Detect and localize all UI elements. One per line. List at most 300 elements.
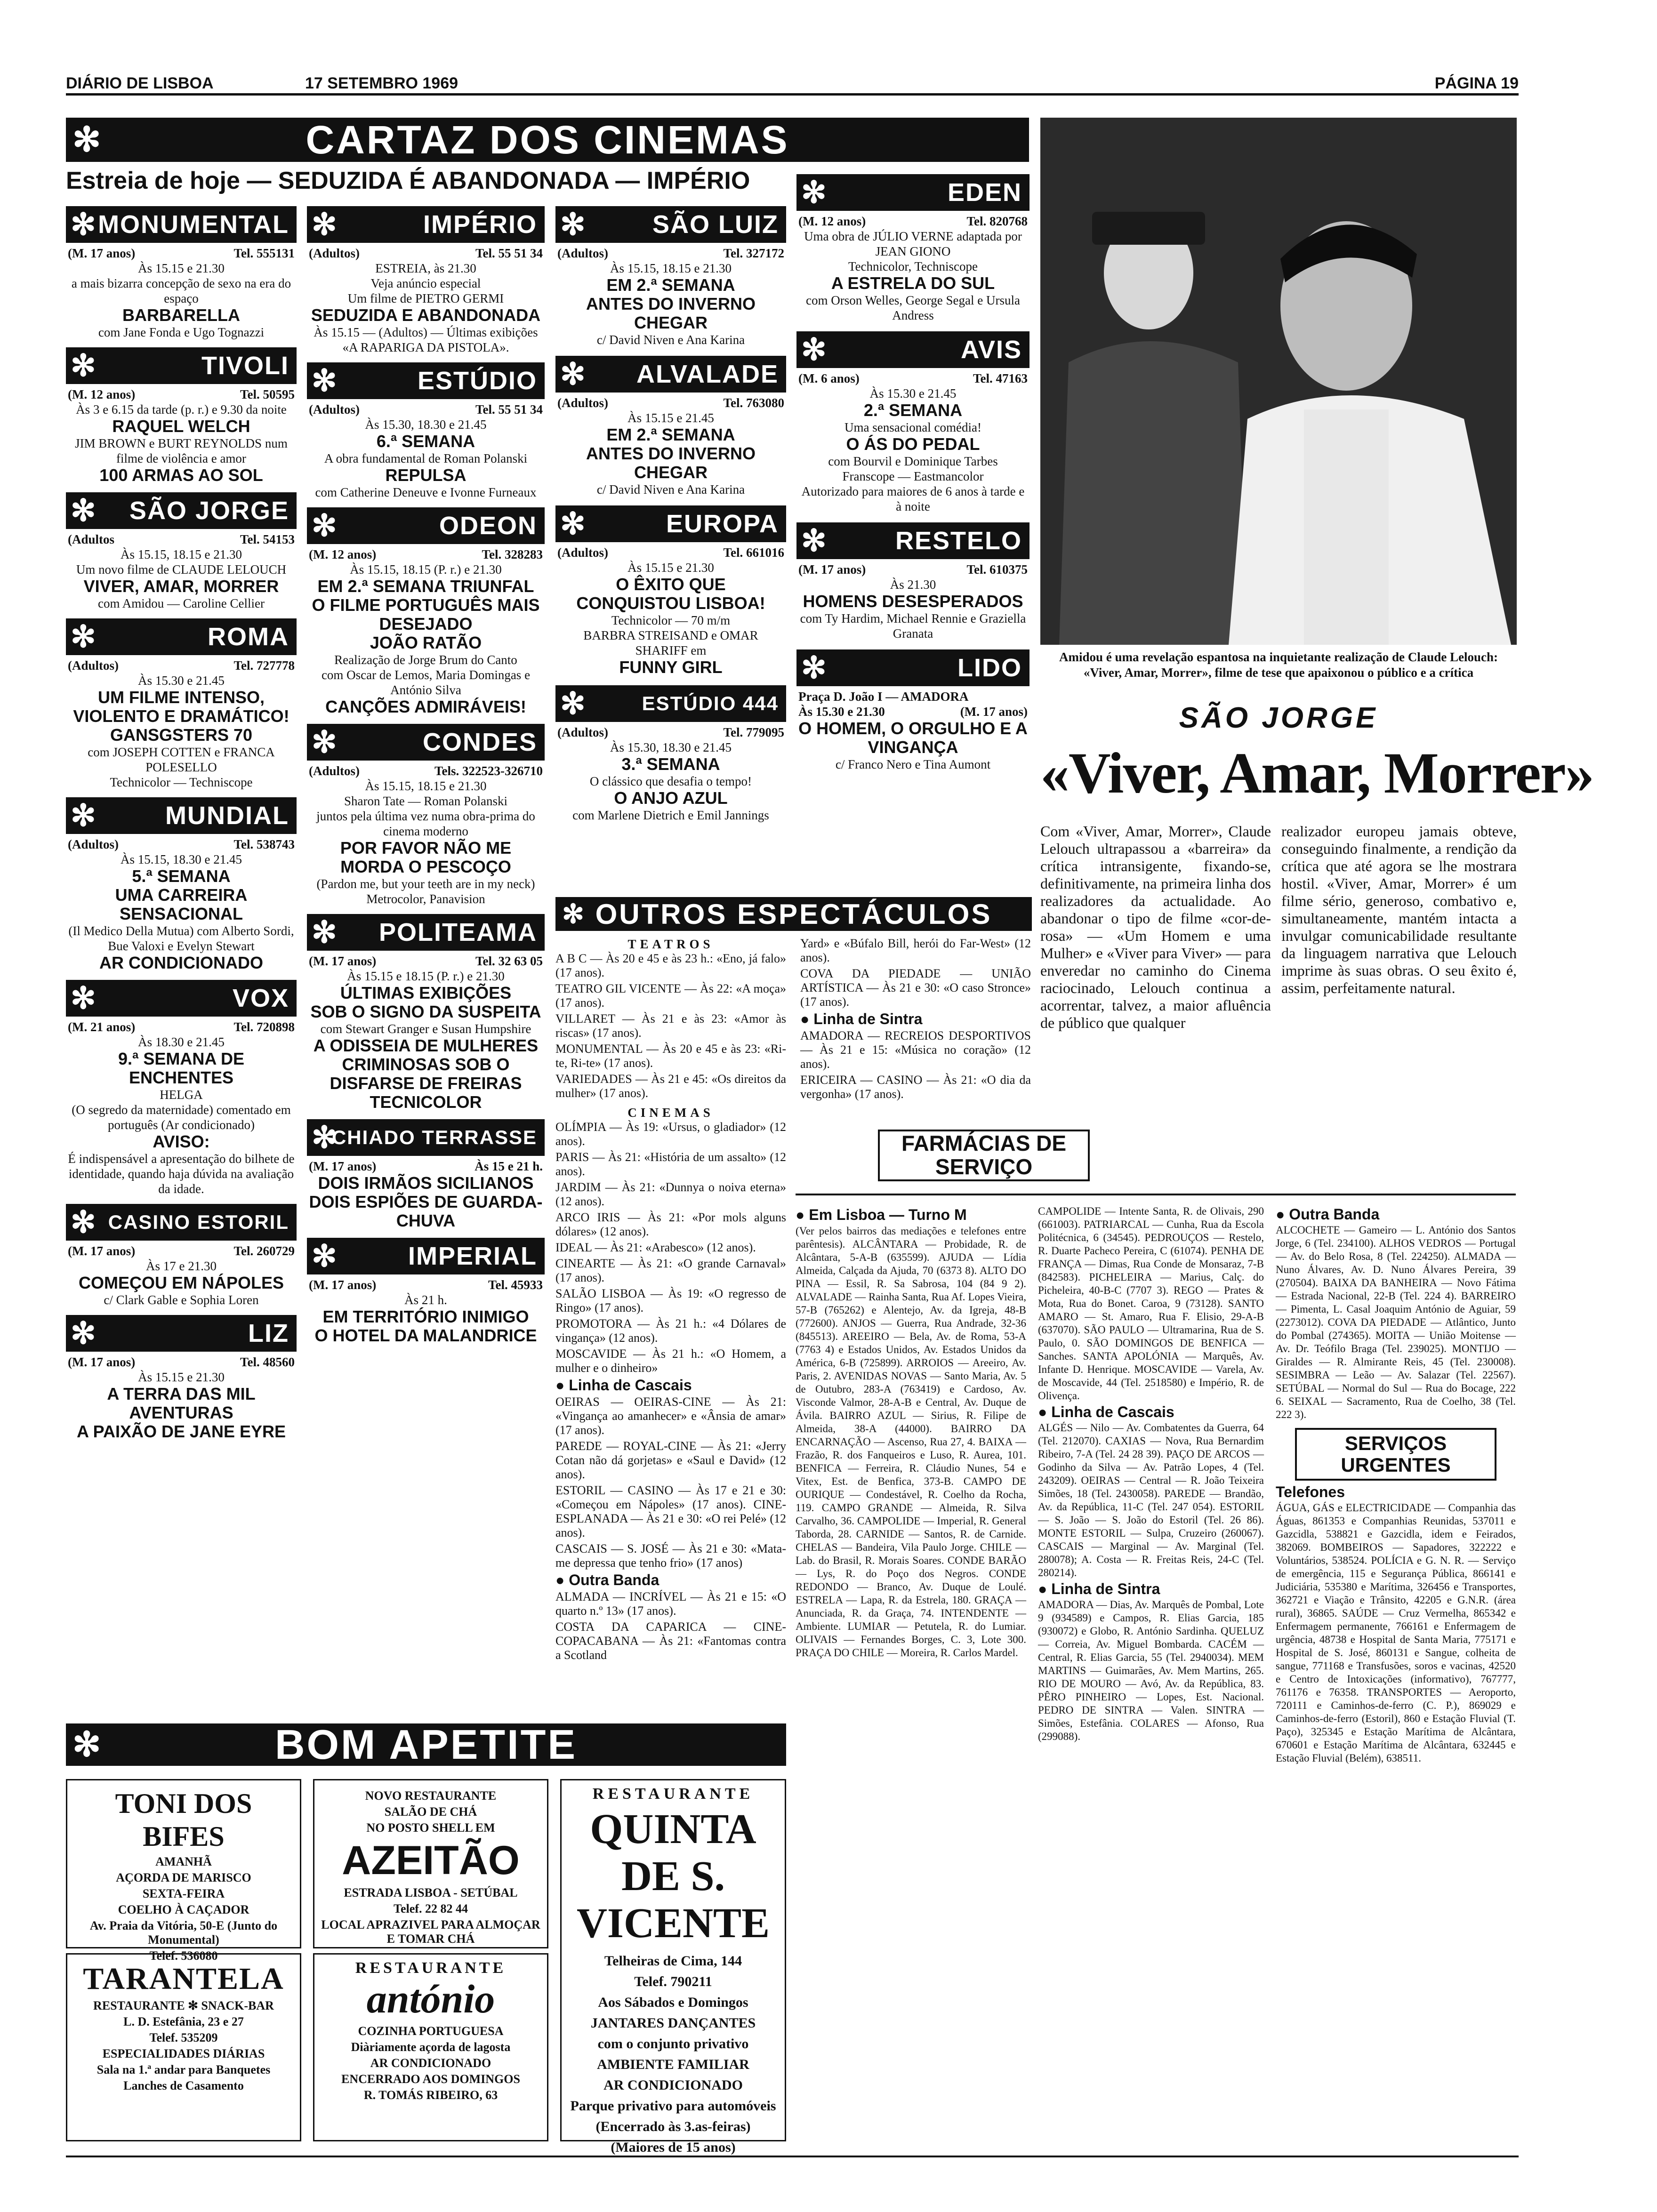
cinema-name-bar — [66, 1204, 297, 1241]
cinema-info: (M. 12 anos) — [798, 214, 866, 228]
cinema-info: (Adultos) — [557, 396, 609, 410]
cinema-line: TECNICOLOR — [370, 1092, 482, 1112]
cinema-details — [555, 722, 786, 825]
cinema-listing-roma — [66, 618, 297, 793]
cinema-line: O ANJO AZUL — [614, 788, 728, 808]
star-icon: ✻ — [72, 121, 103, 159]
cinema-info: Tel. 661016 — [723, 545, 784, 560]
banda-item: COSTA DA CAPARICA — CINE-COPACABANA — Às 21: «Fantomas contra a Scotland — [555, 1620, 786, 1662]
cinema-line: (O segredo da maternidade) comentado em português (Ar condicionado) — [72, 1103, 291, 1132]
cinema-name: LIDO — [957, 654, 1022, 682]
cinema-line: a mais bizarra concepção de sexo na era do espaço — [71, 276, 291, 305]
cinema-line: com Amidou — Caroline Cellier — [98, 596, 265, 610]
cinema-info: Tel. 328283 — [482, 547, 543, 561]
outros-item: COVA DA PIEDADE — UNIÃO ARTÍSTICA — Às 21 e 30: «O caso Stronce» (17 anos). — [800, 967, 1031, 1009]
cinema-name-bar — [66, 618, 297, 655]
ad-antonio-name: antónio — [366, 1976, 495, 2021]
cinema-item: PROMOTORA — Às 21 h.: «4 Dólares de vingança» (12 anos). — [555, 1317, 786, 1345]
cinema-info: Tel. 779095 — [723, 725, 784, 739]
lisboa-list: (Ver pelos bairros das mediações e telefones entre parêntesis). ALCÂNTARA — Probidade, R. de Alcântara, 5-A-B (635599). AJUDA — Lídia Almeida, Calçada da Ajuda, 70 (6373 8). ALTO DO PINA — Essil, R. Sa Sabrosa, 104 (84 9 2). ALVALADE — Rainha Santa, Rua Af. Lopes Vieira, 57-B (765262) e Alentejo, Av. da Igreja, 48-B (772600). ANJOS — Guerra, Rua Andrade, 32-36 (845513). AREEIRO — Bela, Av. de Roma, 53-A (7763 4) e Estados Unidos, Av. Estados Unidos da América, 6-B (725899). ARROIOS — Areeiro, Av. Paris, 2. AVENIDAS NOVAS — Santo Maria, Av. 5 de Outubro, 283-A (763419) e Cardoso, Av. Visconde Valmor, 28-A-B e Central, Av. Duque de Ávila. BAIRRO AZUL — Sirius, R. Filipe de Almeida, 38-A (44000). BAIRRO DA ENCARNAÇÃO — Ascenso, Rua 27, 4. BAIXA — Frazão, R. dos Fanqueiros e Luso, R. Aurea, 101. BENFICA — Ferreira, R. Cláudio Nunes, 54 e Vitex, Est. de Benfica, 373-B. CAMPO DE OURIQUE — Condestável, R. Coelho da Rocha, 119. CAMPO GRANDE — Almeida, R. Silva Carvalho, 36. CAMPOLIDE — Imperial, R. General Taborda, 28. CARNIDE — Santos, R. de Carnide. CHELAS — Bandeira, Vila Paulo Jorge. CHILE — Lab. do Brasil, R. Morais Soares. CONDE BARÃO — Lys, R. do Poço dos Negros. CONDE REDONDO — Branco, Av. Duque de Loulé. ESTRELA — Lapa, R. da Estrela, 180. GRAÇA — Anunciada, R. da Graça, 74. INTENDENTE — Ambiente. LUMIAR — Petutela, R. do Lumiar. OLIVAIS — Fernandes Borges, C. 3, Lote 300. PRAÇA DO CHILE — Moreira, R. Carlos Mardel. — [796, 1225, 1026, 1659]
rating-phone-row — [798, 704, 1028, 719]
rating-phone-row — [309, 1159, 543, 1174]
ad-line: Aos Sábados e Domingos — [598, 1995, 748, 2010]
cinema-line: JIM BROWN e BURT REYNOLDS num filme de violência e amor — [75, 436, 288, 465]
cinema-line: 2.ª SEMANA — [863, 401, 963, 420]
cinema-item: OLÍMPIA — Às 19: «Ursus, o gladiador» (12 anos). — [555, 1120, 786, 1148]
rating-phone-row — [309, 1277, 543, 1292]
cinema-line: BARBARELLA — [122, 305, 240, 325]
cinema-listing-vox — [66, 980, 297, 1199]
ad-tarantela-lines — [74, 1999, 293, 2093]
f-sintra-heading: ● Linha de Sintra — [1038, 1580, 1160, 1597]
outros-title: OUTROS ESPECTÁCULOS — [595, 898, 992, 930]
cinema-info: Tel. 727778 — [233, 658, 295, 673]
cinema-info: (Adultos) — [68, 837, 119, 851]
cinema-info: Tel. 55 51 34 — [475, 246, 543, 260]
cinema-info: (M. 17 anos) — [309, 1278, 377, 1292]
cinema-column-3 — [555, 206, 786, 831]
cinema-listing-estudio — [307, 362, 545, 503]
cinema-line: Às 15.30, 18.30 e 21.45 — [610, 740, 732, 754]
f-cascais-list: ALGÉS — Nilo — Av. Combatentes da Guerra, 64 (Tel. 212070). CAXIAS — Nova, Rua Bernardim Ribeiro, 7-A (Tel. 24 28 39). PAÇO DE ARCOS — Godinho da Silva — Av. Patrão Lopes, 4 (Tel. 243209). OEIRAS — Central — R. João Teixeira Simões, 18 (Tel. 2430058). PAREDE — Brandão, Av. da República, 11-C (Tel. 247 054). ESTORIL — S. João — S. João do Estoril (Tel. 26 86). MONTE ESTORIL — Sulpa, Cruzeiro (260067). CASCAIS — Marginal — Av. Marginal (Tel. 280078); A. Costa — R. Freitas Reis, 24-C (Tel. 280214). — [1038, 1422, 1264, 1579]
cinema-listing-chiado-terrasse — [307, 1119, 545, 1233]
cinema-line: EM 2.ª SEMANA — [606, 425, 735, 444]
cinema-details — [307, 399, 545, 503]
cinema-info: (M. 12 anos) — [68, 387, 136, 401]
cinema-details — [307, 243, 545, 358]
cinema-details — [307, 951, 545, 1114]
star-icon: ✻ — [312, 508, 338, 543]
ad-azeitao-bottom — [321, 1886, 540, 1946]
cinema-details — [66, 1017, 297, 1199]
cinema-info: Tel. 45933 — [488, 1278, 543, 1292]
ad-line: ENCERRADO AOS DOMINGOS — [341, 2072, 520, 2086]
cinema-info: (Adultos) — [68, 658, 119, 673]
cinema-info: (M. 17 anos) — [798, 562, 866, 577]
ad-line: com o conjunto privativo — [597, 2036, 749, 2052]
paper-name: DIÁRIO DE LISBOA — [66, 74, 214, 92]
cinema-details — [555, 393, 786, 500]
rating-phone-row — [557, 545, 784, 560]
cinema-info: Tel. 763080 — [723, 396, 784, 410]
star-icon: ✻ — [72, 1726, 103, 1763]
cinema-line: 9.ª SEMANA DE ENCHENTES — [118, 1049, 245, 1087]
header-rule — [66, 93, 1519, 96]
feature-kicker: SÃO JORGE — [1179, 702, 1378, 734]
men-photo-illustration — [1040, 118, 1517, 645]
cinema-line: Às 15.30 e 21.45 — [869, 386, 957, 401]
cinema-name: ROMA — [208, 623, 289, 651]
cinema-line: Às 15.15, 18.15 e 21.30 — [610, 261, 732, 275]
outros-left-col — [555, 937, 786, 1664]
teatros-heading: TEATROS — [627, 937, 714, 951]
cinema-name-bar — [66, 347, 297, 384]
rating-phone-row — [309, 402, 543, 417]
cinema-name: MUNDIAL — [165, 801, 289, 830]
ad-line: Telef. 790211 — [634, 1974, 712, 1989]
cinema-listing-avis — [796, 331, 1030, 517]
ad-line: Av. Praia da Vitória, 50-E (Junto do Monumental) — [89, 1919, 278, 1947]
f-cascais-heading: ● Linha de Cascais — [1038, 1403, 1174, 1420]
cinema-line: VIVER, AMAR, MORRER — [83, 577, 279, 596]
cinema-name-bar — [307, 724, 545, 761]
rating-phone-row — [798, 214, 1028, 229]
cinema-line: RAQUEL WELCH — [112, 417, 250, 436]
rating-phone-row — [68, 532, 295, 547]
star-icon: ✻ — [560, 357, 587, 391]
star-icon: ✻ — [562, 899, 586, 929]
cinema-info: (Adultos) — [557, 545, 609, 560]
outros-item: Yard» e «Búfalo Bill, herói do Far-West» (12 anos). — [800, 937, 1031, 964]
cinema-info: (M. 17 anos) — [309, 1159, 377, 1173]
cinema-line: Franscope — Eastmancolor — [842, 469, 984, 483]
cinema-name: ESTÚDIO 444 — [642, 692, 779, 714]
ad-line: AMBIENTE FAMILIAR — [597, 2057, 749, 2072]
cinema-line: REPULSA — [385, 465, 467, 485]
cinema-info: Tel. 327172 — [723, 246, 784, 260]
star-icon: ✻ — [801, 332, 828, 367]
cinema-line: Às 15.15 e 21.30 — [138, 261, 225, 275]
cinema-info: (Adultos) — [557, 246, 609, 260]
cinema-listing-imperial — [307, 1238, 545, 1348]
cinema-listing-restelo — [796, 522, 1030, 644]
feature-title: «Viver, Amar, Morrer» — [1040, 741, 1593, 805]
cartaz-title: CARTAZ DOS CINEMAS — [306, 117, 789, 162]
star-icon: ✻ — [312, 1239, 338, 1273]
cinema-line: SOB O SIGNO DA SUSPEITA — [310, 1002, 541, 1021]
cinema-name: CASINO ESTORIL — [108, 1211, 289, 1233]
cinema-name: POLITEAMA — [379, 918, 537, 946]
ad-line: L. D. Estefânia, 23 e 27 — [123, 2015, 244, 2028]
cinema-column-1 — [66, 206, 297, 1449]
cinema-line: Às 15.15, 18.30 e 21.45 — [121, 852, 242, 866]
cinema-details — [66, 1352, 297, 1444]
cinema-name: ODEON — [439, 512, 537, 540]
cinema-info: Tel. 720898 — [233, 1020, 295, 1034]
star-icon: ✻ — [71, 619, 97, 654]
cinema-name: MONUMENTAL — [98, 210, 289, 239]
cinema-line: O ÊXITO QUE CONQUISTOU LISBOA! — [576, 575, 765, 613]
rating-phone-row — [798, 562, 1028, 577]
cinema-column-4 — [796, 174, 1030, 780]
cinema-line: c/ David Niven e Ana Karina — [596, 482, 745, 497]
cinema-name: EUROPA — [666, 510, 779, 538]
ad-tarantela-name: TARANTELA — [83, 1962, 284, 1996]
cinema-item: CINEARTE — Às 21: «O grande Carnaval» (17 anos). — [555, 1257, 786, 1284]
star-icon: ✻ — [312, 1120, 338, 1154]
star-icon: ✻ — [312, 207, 338, 241]
cinema-name-bar — [555, 356, 786, 393]
ad-line: (Encerrado às 3.as-feiras) — [595, 2119, 751, 2134]
estreia-line: Estreia de hoje — SEDUZIDA É ABANDONADA — IMPÉRIO — [66, 167, 750, 194]
cinema-line: Às 18.30 e 21.45 — [138, 1035, 225, 1049]
ad-line: ESPECIALIDADES DIÁRIAS — [102, 2047, 265, 2060]
cinema-line: ANTES DO INVERNO CHEGAR — [586, 294, 756, 332]
cinema-line: A ODISSEIA DE MULHERES CRIMINOSAS SOB O DISFARSE DE FREIRAS — [313, 1036, 539, 1093]
banda-heading: ● Outra Banda — [555, 1571, 660, 1588]
bom-apetite-banner — [66, 1723, 786, 1766]
cinema-info: (M. 21 anos) — [68, 1020, 136, 1034]
cinema-info: Tel. 50595 — [240, 387, 295, 401]
cinema-line: É indispensável a apresentação do bilhete de identidade, quando haja dúvida na avaliação da idade. — [68, 1152, 295, 1196]
cinema-details — [66, 529, 297, 614]
cinema-name-bar — [796, 331, 1030, 368]
farmacias-rule — [796, 1194, 1516, 1195]
servicos-box — [1295, 1428, 1496, 1481]
cinema-info: (M. 17 anos) — [68, 1244, 136, 1258]
cinema-line: com Oscar de Lemos, Maria Domingas e António Silva — [321, 668, 531, 697]
star-icon: ✻ — [312, 915, 338, 949]
telefones-heading: Telefones — [1276, 1483, 1345, 1500]
star-icon: ✻ — [312, 725, 338, 759]
cinema-line: COMEÇOU EM NÁPOLES — [78, 1273, 284, 1292]
cinema-line: O HOTEL DA MALANDRICE — [314, 1326, 537, 1345]
cinema-info: (Adultos) — [309, 402, 360, 417]
issue-date: 17 SETEMBRO 1969 — [305, 74, 458, 92]
ad-line: LOCAL APRAZIVEL PARA ALMOÇAR E TOMAR CHÁ — [321, 1918, 540, 1946]
cascais-heading: ● Linha de Cascais — [555, 1377, 692, 1394]
cinema-line: 3.ª SEMANA — [621, 754, 720, 774]
cinema-name-bar — [307, 914, 545, 951]
cinema-name-bar — [66, 1315, 297, 1352]
cinema-line: EM TERRITÓRIO INIMIGO — [322, 1307, 529, 1326]
rating-phone-row — [68, 246, 295, 261]
cinema-details — [66, 384, 297, 488]
cinema-line: Às 15.15, 18.15 e 21.30 — [365, 779, 487, 793]
feature-col-a: Com «Viver, Amar, Morrer», Claude Lelouch ultrapassou a «barreira» da crítica intransigente, fixando-se, definitivamente, na primeira linha dos realizadores da actualidade. Ao abandonar o tipo de filme «cor-de-rosa» — «Um Homem e uma Mulher» e «Viver para Viver» — para enveredar no caminho do Cinema raciocinado, Lelouch continua a acorrentar, talvez, a maior afluência de público que qualquer — [1040, 823, 1271, 1031]
star-icon: ✻ — [71, 981, 97, 1015]
star-icon: ✻ — [71, 493, 97, 528]
cinema-item: JARDIM — Às 21: «Dunnya o noiva eterna» (12 anos). — [555, 1180, 786, 1208]
cinema-line: Às 15.30, 18.30 e 21.45 — [365, 417, 487, 432]
cinema-listing-imperio — [307, 206, 545, 358]
cinema-info: (M. 17 anos) — [68, 1355, 136, 1369]
cinema-line: com Catherine Deneuve e Ivonne Furneaux — [315, 485, 537, 499]
cinema-name: AVIS — [960, 336, 1022, 364]
ad-line: NO POSTO SHELL EM — [366, 1821, 495, 1835]
cinema-line: JOÃO RATÃO — [370, 633, 482, 652]
f-banda-heading: ● Outra Banda — [1276, 1206, 1380, 1223]
cinema-line: 6.ª SEMANA — [376, 432, 475, 451]
cinema-column-2 — [307, 206, 545, 1353]
cinema-line: CANÇÕES ADMIRÁVEIS! — [325, 697, 526, 716]
cinema-line: Um filme de PIETRO GERMI — [347, 291, 504, 305]
rating-phone-row — [309, 246, 543, 261]
cinema-line: HELGA — [160, 1088, 203, 1102]
cinema-line: Às 15.30 e 21.45 — [138, 673, 225, 688]
cinema-item: IDEAL — Às 21: «Arabesco» (12 anos). — [555, 1241, 756, 1254]
outros-banner — [555, 897, 1032, 931]
cinema-line: POR FAVOR NÃO ME MORDA O PESCOÇO — [340, 838, 512, 876]
ad-line: COZINHA PORTUGUESA — [358, 2024, 504, 2038]
star-icon: ✻ — [71, 798, 97, 833]
ad-line: Parque privativo para automóveis — [570, 2098, 776, 2114]
rating-phone-row — [798, 371, 1028, 386]
cinema-name: CHIADO TERRASSE — [331, 1126, 537, 1148]
cinema-line: com Jane Fonda e Ugo Tognazzi — [98, 325, 265, 339]
cinema-details — [66, 1241, 297, 1310]
farmacias-box — [878, 1130, 1090, 1181]
ad-line: JANTARES DANÇANTES — [590, 2015, 756, 2031]
star-icon: ✻ — [560, 506, 587, 541]
rating-phone-row — [309, 954, 543, 969]
feature-col-b: realizador europeu jamais obteve, conseguindo finalmente, a rendição da crítica que até agora se lhe mostrara hostil. «Viver, Amar, Morrer» é um filme sério, generoso, combativo e, simultaneamente, mantém intacta a invulgar comunicabilidade resultante da linguagem narrativa que Lelouch imprime às suas obras. O seu êxito é, assim, perfeitamente natural. — [1281, 823, 1517, 996]
cinema-line: c/ Clark Gable e Sophia Loren — [104, 1293, 259, 1307]
cinema-line: Technicolor — Techniscope — [110, 775, 253, 789]
cinema-details — [307, 1156, 545, 1233]
cinema-info: Tel. 260729 — [233, 1244, 295, 1258]
cinema-line: Às 15.15 — (Adultos) — Últimas exibições «A RAPARIGA DA PISTOLA». — [314, 325, 538, 354]
ad-azeitao — [313, 1779, 548, 1948]
rating-phone-row — [68, 1354, 295, 1370]
cinema-line: com Ty Hardim, Michael Rennie e Graziella Granata — [800, 611, 1026, 641]
cinema-line: O FILME PORTUGUÊS MAIS DESEJADO — [312, 595, 540, 633]
cinema-name-bar — [307, 362, 545, 399]
cinema-listing-liz — [66, 1315, 297, 1444]
star-icon: ✻ — [71, 348, 97, 383]
rating-phone-row — [68, 1243, 295, 1258]
ad-quinta-top: RESTAURANTE — [592, 1785, 754, 1803]
rating-phone-row — [309, 763, 543, 778]
cinema-info: Tel. 48560 — [240, 1355, 295, 1369]
cinema-listing-odeon — [307, 507, 545, 719]
cinema-name: ESTÚDIO — [417, 367, 537, 395]
cinema-listing-estudio-444 — [555, 685, 786, 825]
rating-phone-row — [557, 246, 784, 261]
rating-phone-row — [68, 387, 295, 402]
cinema-line: com Bourvil e Dominique Tarbes — [828, 454, 998, 468]
cinema-info: (M. 17 anos) — [960, 705, 1028, 719]
cinema-name-bar — [66, 206, 297, 243]
cinema-info: Tel. 32 63 05 — [475, 954, 543, 968]
cinema-name: VOX — [232, 984, 289, 1012]
cinema-line: com Stewart Granger e Susan Humpshire — [320, 1022, 531, 1036]
cinema-listing-tivoli — [66, 347, 297, 488]
cinema-line: HOMENS DESESPERADOS — [803, 592, 1023, 611]
cinema-line: ÚLTIMAS EXIBIÇÕES — [340, 983, 512, 1002]
ad-toni-lines — [74, 1855, 293, 1963]
cinema-listing-casino-estoril — [66, 1204, 297, 1310]
cinema-name: IMPERIAL — [408, 1242, 537, 1270]
cinema-name: SÃO JORGE — [129, 497, 289, 525]
star-icon: ✻ — [71, 207, 97, 241]
cinema-info: (M. 17 anos) — [309, 954, 377, 968]
ad-line: AR CONDICIONADO — [370, 2056, 491, 2070]
sintra-heading-text: Linha de Sintra — [813, 1010, 923, 1027]
cinema-name-bar — [307, 1119, 545, 1156]
ad-line: ESTRADA LISBOA - SETÚBAL — [344, 1886, 518, 1899]
cinema-details — [66, 243, 297, 343]
f-banda-list: ALCOCHETE — Gameiro — L. António dos Santos Jorge, 6 (Tel. 234100). ALHOS VEDROS — Portugal — Av. do Belo Rosa, 8 (Tel. 224250). ALMADA — Nuno Álvares, Av. D. Nuno Álvares Pereira, 39 (270504). BAIXA DA BANHEIRA — Novo Fátima — Estrada Nacional, 22-B (Tel. 224 4). BARREIRO — Pimenta, L. Casal Joaquim António de Aguiar, 59 (2273012). COVA DA PIEDADE — Atlântico, Junto do Pombal (274365). MOITA — União Moitense — Av. Dr. Teófilo Braga (Tel. 239025). MONTIJO — Giraldes — R. Almirante Reis, 45 (Tel. 230008). SESIMBRA — Leão — Av. Salazar (Tel. 22567). SETÚBAL — Normal do Sul — Rua do Bocage, 222 6. SEIXAL — Sacramento, Rua de Coelho, 38 (Tel. 222 3). — [1276, 1224, 1516, 1420]
cinema-line: GANSGSTERS 70 — [110, 725, 253, 745]
f-cascais-heading-text: Linha de Cascais — [1051, 1403, 1174, 1420]
servicos-list: ÁGUA, GÁS e ELECTRICIDADE — Companhia das Águas, 861353 e Companhias Reunidas, 537011 e Gazcidla, 538821 e Gazcidla, idem e Feirados, 382069. BOMBEIROS — Sapadores, 322222 e Voluntários, 538524. POLÍCIA e G. N. R. — Serviço de emergência, 115 e Segurança Pública, 866141 e Judiciária, 535380 e Marítima, 326456 e Transportes, 362721 e Viação e Trânsito, 42205 e G.N.R. (área rural), 36865. SAÚDE — Cruz Vermelha, 865342 e Enfermagem permanente, 766161 e Enfermagem de urgência, 48738 e Hospital de Santa Maria, 775171 e Hospital de S. José, 860131 e Sangue, colheita de sangue, 771168 e Transfusões, soros e vacinas, 42520 e Centro de Intoxicações (informativo), 767777, 761176 e 76358. TRANSPORTES — Aeroporto, 720111 e Caminhos-de-ferro (C. P.), 869029 e Caminhos-de-ferro (Estoril), 860 e Estação Fluvial (T. Paço), 325345 e Estação Marítima de Alcântara, 670601 e Estação Marítima de Alcântara, 632445 e Estação Fluvial (Belém), 638511. — [1276, 1502, 1516, 1764]
ad-toni-dos-bifes — [66, 1779, 301, 1963]
cartaz-banner — [66, 118, 1029, 162]
banda-item: ALMADA — INCRÍVEL — Às 21 e 15: «O quarto n.º 13» (17 anos). — [555, 1590, 786, 1618]
ad-line: (Maiores de 15 anos) — [611, 2140, 736, 2155]
cinema-line: A PAIXÃO DE JANE EYRE — [76, 1422, 286, 1441]
cinema-name: LIZ — [248, 1319, 289, 1347]
ad-antonio-lines — [321, 2024, 540, 2102]
ad-quinta-name: QUINTA DE S. VICENTE — [576, 1806, 770, 1947]
cinema-line: 100 ARMAS AO SOL — [99, 465, 263, 485]
ad-line: NOVO RESTAURANTE — [365, 1789, 497, 1803]
cinema-name-bar — [66, 492, 297, 529]
cinema-info: (Adultos) — [309, 246, 360, 260]
sintra-item: AMADORA — RECREIOS DESPORTIVOS — Às 21 e 15: «Música no coração» (12 anos). — [800, 1029, 1031, 1071]
cinema-listing-alvalade — [555, 356, 786, 500]
cinema-line: UM FILME INTENSO, VIOLENTO E DRAMÁTICO! — [73, 688, 290, 726]
cinema-line: com Marlene Dietrich e Emil Jannings — [572, 808, 769, 822]
farmacias-lisboa — [796, 1205, 1026, 1661]
cinema-line: Uma obra de JÚLIO VERNE adaptada por JEAN GIONO — [804, 229, 1022, 258]
cinema-listing-politeama — [307, 914, 545, 1114]
ad-line: AR CONDICIONADO — [603, 2077, 743, 2093]
cinema-line: EM 2.ª SEMANA TRIUNFAL — [317, 577, 534, 596]
cinema-info: (M. 12 anos) — [309, 547, 377, 561]
ad-line: Sala na 1.ª andar para Banquetes — [97, 2063, 271, 2076]
cinema-name-bar — [555, 685, 786, 722]
cinema-line: A ESTRELA DO SUL — [831, 273, 995, 293]
cascais-item: PAREDE — ROYAL-CINE — Às 21: «Jerry Cotan não dá gorjetas» e «Saul e David» (12 anos). — [555, 1439, 786, 1481]
cinema-details — [796, 211, 1030, 326]
outros-right-col — [800, 937, 1031, 1103]
cinema-line: Às 3 e 6.15 da tarde (p. r.) e 9.30 da noite — [76, 402, 287, 417]
ad-line: Telef. 22 82 44 — [394, 1902, 468, 1915]
cinema-line: Às 15.15, 18.15 e 21.30 — [121, 547, 242, 561]
cinema-line: Veja anúncio especial — [370, 276, 481, 290]
teatro-item: A B C — Às 20 e 45 e às 23 h.: «Eno, já falo» (17 anos). — [555, 952, 786, 979]
sintra-item: ERICEIRA — CASINO — Às 21: «O dia da vergonha» (17 anos). — [800, 1073, 1031, 1101]
cinema-name-bar — [307, 206, 545, 243]
teatro-item: VARIEDADES — Às 21 e 45: «Os direitos da mulher» (17 anos). — [555, 1072, 786, 1100]
star-icon: ✻ — [71, 1316, 97, 1350]
cinema-line: Às 21 h. — [404, 1293, 447, 1307]
cinema-line: Às 15.15 e 18.15 (P. r.) e 21.30 — [347, 969, 505, 983]
ad-quinta-s-vicente — [560, 1779, 786, 2155]
cinema-line: AVISO: — [153, 1132, 210, 1151]
servicos-title: SERVIÇOS URGENTES — [1341, 1432, 1451, 1476]
cinema-line: SEDUZIDA E ABANDONADA — [311, 305, 541, 325]
ad-azeitao-name: AZEITÃO — [342, 1838, 520, 1883]
cinema-line: c/ David Niven e Ana Karina — [596, 333, 745, 347]
cinema-line: Às 15.15 e 21.45 — [627, 411, 714, 425]
cinema-line: Autorizado para maiores de 6 anos à tarde e à noite — [801, 484, 1025, 513]
cinema-details — [555, 542, 786, 680]
ad-line: AMANHÃ — [155, 1855, 212, 1868]
bom-apetite-title: BOM APETITE — [274, 1721, 578, 1768]
cinema-name-bar — [796, 174, 1030, 211]
cinema-name-bar — [307, 1238, 545, 1274]
cinema-name-bar — [66, 980, 297, 1017]
f-banda-heading-text: Outra Banda — [1289, 1206, 1380, 1223]
ad-line: SEXTA-FEIRA — [142, 1887, 225, 1900]
ad-line: Telheiras de Cima, 144 — [604, 1953, 742, 1969]
photo-caption: Amidou é uma revelação espantosa na inquietante realização de Claude Lelouch: «Viver, Amar, Morrer», filme de tese que apaixonou o público e a crítica — [1059, 650, 1498, 680]
cinema-line: AR CONDICIONADO — [99, 953, 263, 972]
ad-antonio-top: RESTAURANTE — [355, 1959, 507, 1977]
sintra-heading: ● Linha de Sintra — [800, 1010, 923, 1027]
cinema-line: O clássico que desafia o tempo! — [589, 774, 752, 788]
cinema-line: FUNNY GIRL — [619, 657, 723, 677]
ad-line: Lanches de Casamento — [123, 2079, 244, 2092]
cinema-info: Tel. 47163 — [973, 371, 1028, 385]
cinema-details — [307, 761, 545, 909]
ad-antonio — [313, 1953, 548, 2141]
cascais-item: ESTORIL — CASINO — Às 17 e 21 e 30: «Começou em Nápoles» (17 anos). CINE-ESPLANADA — Às 21 e 30: «O rei Pelé» (12 anos). — [555, 1483, 786, 1539]
ad-line: Telef. 536080 — [149, 1949, 218, 1963]
